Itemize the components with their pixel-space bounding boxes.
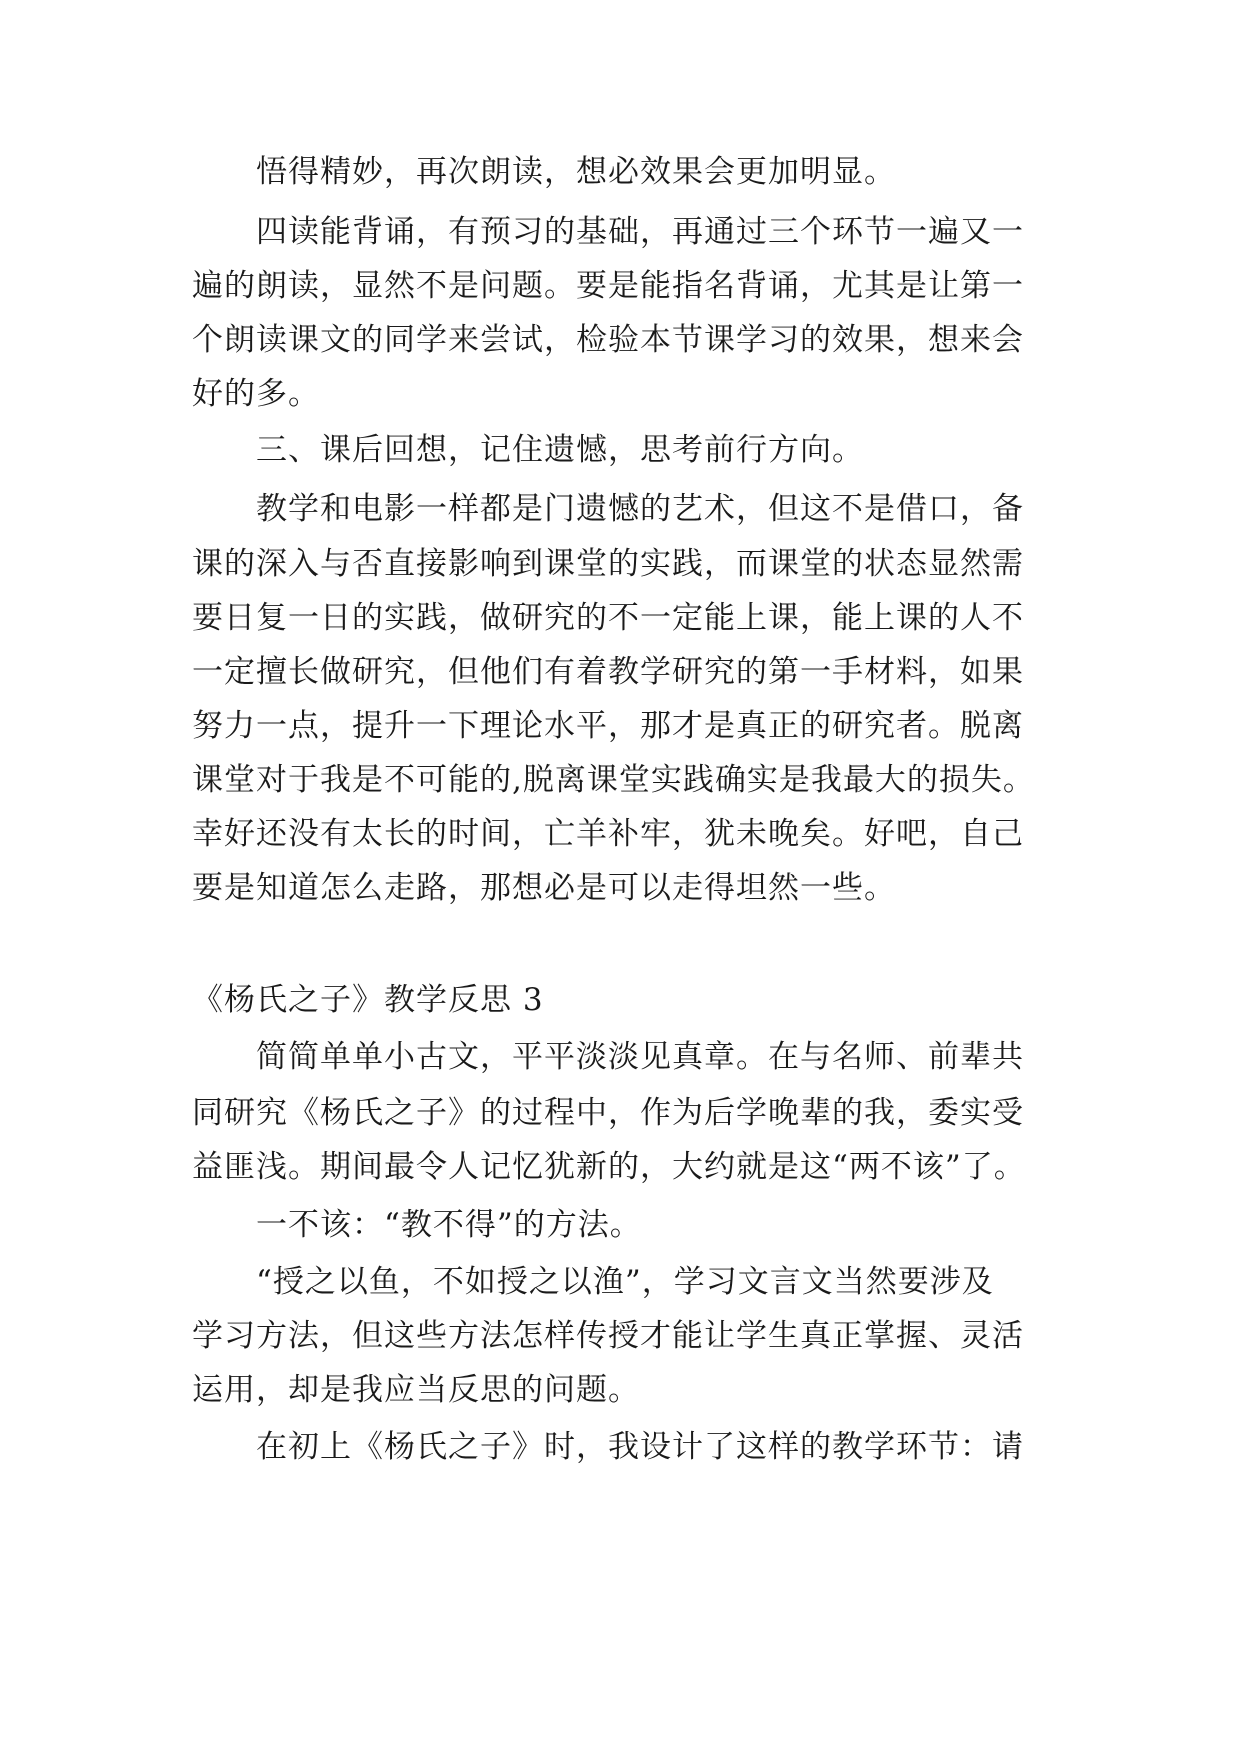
text-line: 四读能背诵，有预习的基础，再通过三个环节一遍又一 bbox=[256, 214, 1024, 250]
text-line: 一不该：“教不得”的方法。 bbox=[256, 1207, 642, 1243]
text-line: 在初上《杨氏之子》时，我设计了这样的教学环节：请 bbox=[256, 1429, 1024, 1465]
text-line: 三、课后回想，记住遗憾，思考前行方向。 bbox=[256, 432, 864, 468]
text-line: 努力一点，提升一下理论水平，那才是真正的研究者。脱离 bbox=[192, 708, 1024, 744]
text-line: 要是知道怎么走路，那想必是可以走得坦然一些。 bbox=[192, 870, 896, 906]
text-line: 好的多。 bbox=[192, 376, 320, 412]
text-line: 幸好还没有太长的时间，亡羊补牢，犹未晚矣。好吧，自己 bbox=[192, 816, 1024, 852]
text-line: “授之以鱼，不如授之以渔”，学习文言文当然要涉及 bbox=[256, 1264, 994, 1300]
text-line: 遍的朗读，显然不是问题。要是能指名背诵，尤其是让第一 bbox=[192, 268, 1024, 304]
text-line: 运用，却是我应当反思的问题。 bbox=[192, 1372, 640, 1408]
text-line: 教学和电影一样都是门遗憾的艺术，但这不是借口，备 bbox=[256, 491, 1024, 527]
text-line: 同研究《杨氏之子》的过程中，作为后学晚辈的我，委实受 bbox=[192, 1095, 1024, 1131]
text-line: 益匪浅。期间最令人记忆犹新的，大约就是这“两不该”了。 bbox=[192, 1149, 1026, 1185]
text-line: 个朗读课文的同学来尝试，检验本节课学习的效果，想来会 bbox=[192, 322, 1024, 358]
text-line: 简简单单小古文，平平淡淡见真章。在与名师、前辈共 bbox=[256, 1039, 1024, 1075]
text-line: 悟得精妙，再次朗读，想必效果会更加明显。 bbox=[256, 154, 896, 190]
text-line: 要日复一日的实践，做研究的不一定能上课，能上课的人不 bbox=[192, 600, 1024, 636]
text-line: 一定擅长做研究，但他们有着教学研究的第一手材料，如果 bbox=[192, 654, 1024, 690]
section-heading: 《杨氏之子》教学反思 3 bbox=[192, 982, 544, 1018]
text-line: 课堂对于我是不可能的,脱离课堂实践确实是我最大的损失。 bbox=[192, 762, 1035, 798]
text-line: 课的深入与否直接影响到课堂的实践，而课堂的状态显然需 bbox=[192, 546, 1024, 582]
text-line: 学习方法，但这些方法怎样传授才能让学生真正掌握、灵活 bbox=[192, 1318, 1024, 1354]
